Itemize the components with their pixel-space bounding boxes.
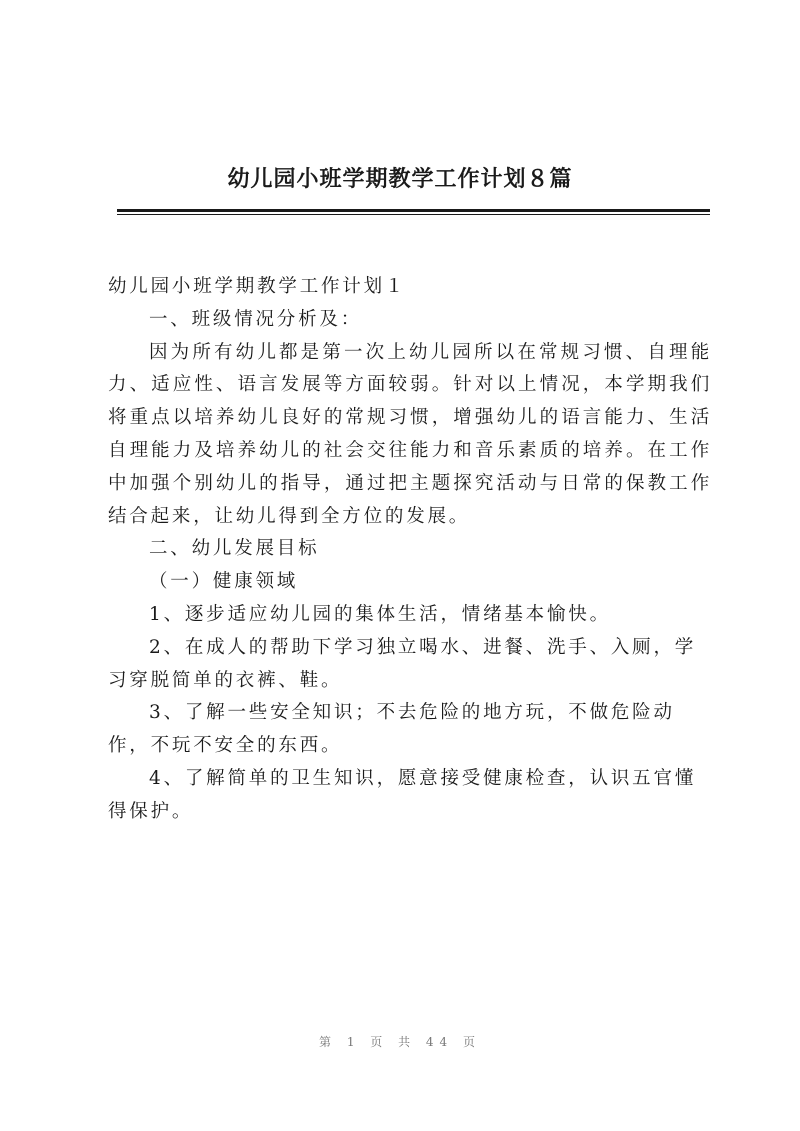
title-rule-thick — [117, 209, 710, 212]
section-heading: 幼儿园小班学期教学工作计划１ — [108, 276, 407, 297]
page-number-footer: 第 1 页 共 44 页 — [319, 1035, 481, 1049]
document-body — [108, 271, 712, 829]
paragraph-item-1: 1、逐步适应幼儿园的集体生活，情绪基本愉快。 — [149, 603, 611, 625]
paragraph-class-analysis-heading: 一、班级情况分析及： — [149, 308, 363, 330]
paragraph-health-domain: （一）健康领域 — [149, 571, 299, 593]
paragraph-class-analysis: 因为所有幼儿都是第一次上幼儿园所以在常规习惯、自理能力、适应性、语言发展等方面较弱。针对以上情况，本学期我们将重点以培养幼儿良好的常规习惯，增强幼儿的语言能力、生活自理能力及培养幼儿的社会交往能力和音乐素质的培养。在工作中加强个别幼儿的指导，通过把主题探究活动与日常的保教工作结合起来，让幼儿得到全方位的发展。 — [108, 341, 712, 527]
title-rule-thin — [117, 214, 710, 215]
paragraph-item-4: 4、了解简单的卫生知识，愿意接受健康检查，认识五官懂得保护。 — [108, 767, 697, 822]
paragraph-goals-heading: 二、幼儿发展目标 — [149, 538, 320, 560]
paragraph-item-2: 2、在成人的帮助下学习独立喝水、进餐、洗手、入厕，学习穿脱简单的衣裤、鞋。 — [108, 636, 697, 691]
document-title: 幼儿园小班学期教学工作计划８篇 — [227, 166, 573, 192]
paragraph-item-3: 3、了解一些安全知识；不去危险的地方玩，不做危险动作，不玩不安全的东西。 — [108, 702, 675, 757]
